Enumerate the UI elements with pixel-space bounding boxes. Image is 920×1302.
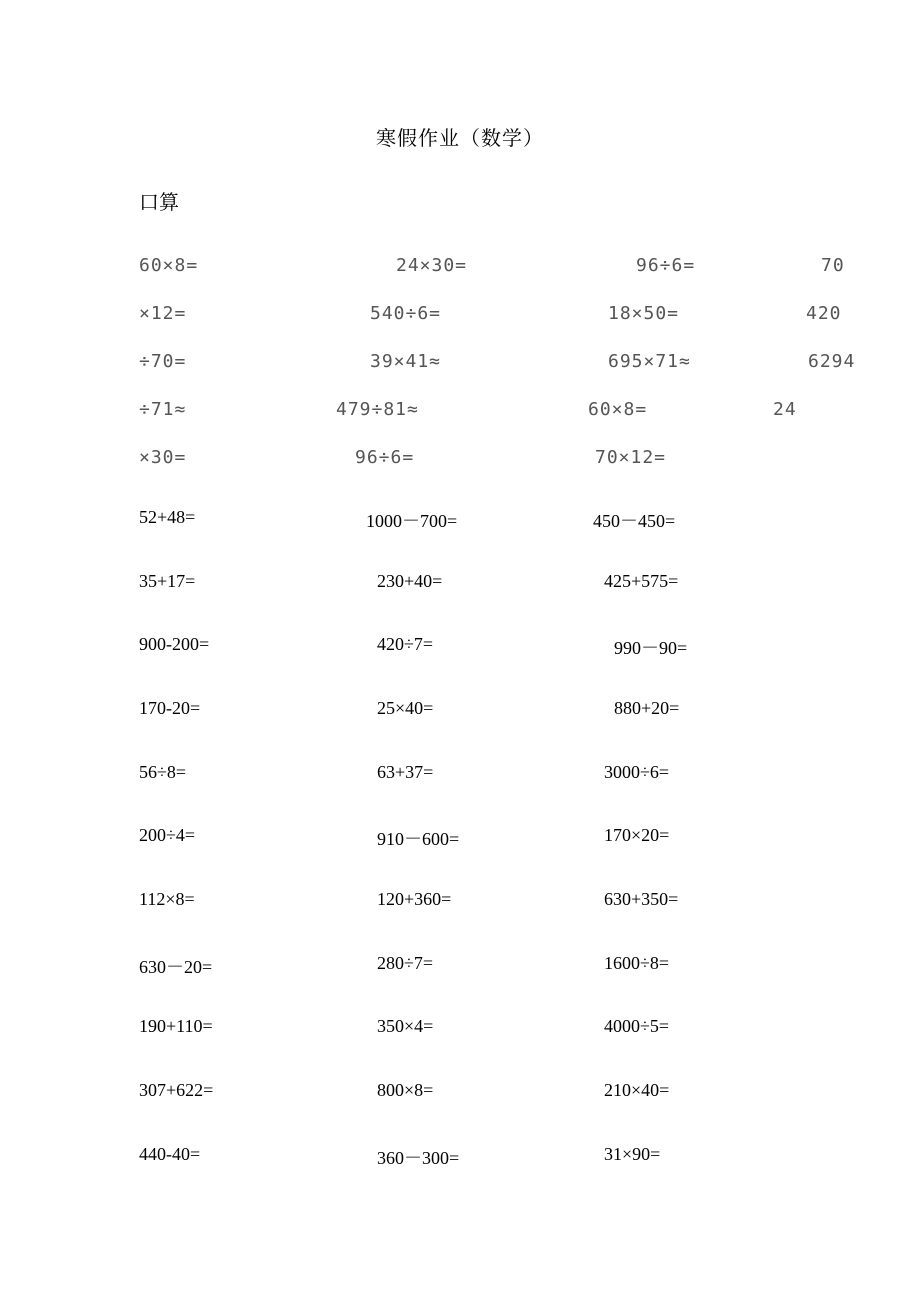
problem: 60×8=	[588, 399, 648, 420]
problem: 170-20=	[139, 698, 201, 718]
problem: 120+360=	[377, 889, 452, 909]
problem: 31×90=	[604, 1144, 661, 1164]
problem: 420÷7=	[377, 634, 434, 654]
problem: 990－90=	[614, 638, 688, 658]
problem: 1600÷8=	[604, 953, 670, 973]
problem: 3000÷6=	[604, 762, 670, 782]
problem: 880+20=	[614, 698, 680, 718]
problem: 24	[773, 399, 797, 420]
problem: 695×71≈	[608, 351, 691, 372]
problem: 60×8=	[139, 255, 199, 276]
problem: 350×4=	[377, 1016, 434, 1036]
problem: 4000÷5=	[604, 1016, 670, 1036]
problem: 70	[821, 255, 845, 276]
problem: 35+17=	[139, 571, 196, 591]
problem: 540÷6=	[370, 303, 442, 324]
problem: 900-200=	[139, 634, 210, 654]
problem: 630+350=	[604, 889, 679, 909]
problem: 112×8=	[139, 889, 195, 909]
problem: 450－450=	[593, 511, 676, 531]
problem: 1000－700=	[366, 511, 458, 531]
problem: 56÷8=	[139, 762, 187, 782]
problem-row	[0, 571, 920, 601]
problem: 96÷6=	[636, 255, 696, 276]
problem: 52+48=	[139, 507, 196, 527]
problem: 307+622=	[139, 1080, 214, 1100]
problem: ×12=	[139, 303, 187, 324]
problem: 24×30=	[396, 255, 468, 276]
problem: 630－20=	[139, 957, 213, 977]
problem-row	[0, 762, 920, 792]
problem-row	[0, 698, 920, 728]
problem-row	[0, 507, 920, 537]
problem: 96÷6=	[355, 447, 415, 468]
problem: 70×12=	[595, 447, 667, 468]
problem: 479÷81≈	[336, 399, 419, 420]
problem: 910－600=	[377, 829, 460, 849]
problem-row	[0, 825, 920, 855]
problem: 63+37=	[377, 762, 434, 782]
problem: 210×40=	[604, 1080, 670, 1100]
problem-row	[0, 1080, 920, 1110]
problem: 425+575=	[604, 571, 679, 591]
problem: 800×8=	[377, 1080, 434, 1100]
problem-row	[0, 634, 920, 664]
problem: 6294	[808, 351, 856, 372]
problem: ÷71≈	[139, 399, 187, 420]
problem-row	[0, 1144, 920, 1174]
problem-row	[0, 953, 920, 983]
page-title: 寒假作业（数学）	[376, 128, 544, 150]
problem: 25×40=	[377, 698, 434, 718]
problem: 18×50=	[608, 303, 680, 324]
section-heading: 口算	[139, 192, 179, 214]
problem: 190+110=	[139, 1016, 213, 1036]
problem: 440-40=	[139, 1144, 201, 1164]
problem-row	[0, 1016, 920, 1046]
problem: ×30=	[139, 447, 187, 468]
problem: 280÷7=	[377, 953, 434, 973]
problem: 230+40=	[377, 571, 443, 591]
problem-row	[0, 889, 920, 919]
problem: 360－300=	[377, 1148, 460, 1168]
problem: 200÷4=	[139, 825, 196, 845]
problem: ÷70=	[139, 351, 187, 372]
problem: 420	[806, 303, 842, 324]
problem: 39×41≈	[370, 351, 442, 372]
problem: 170×20=	[604, 825, 670, 845]
